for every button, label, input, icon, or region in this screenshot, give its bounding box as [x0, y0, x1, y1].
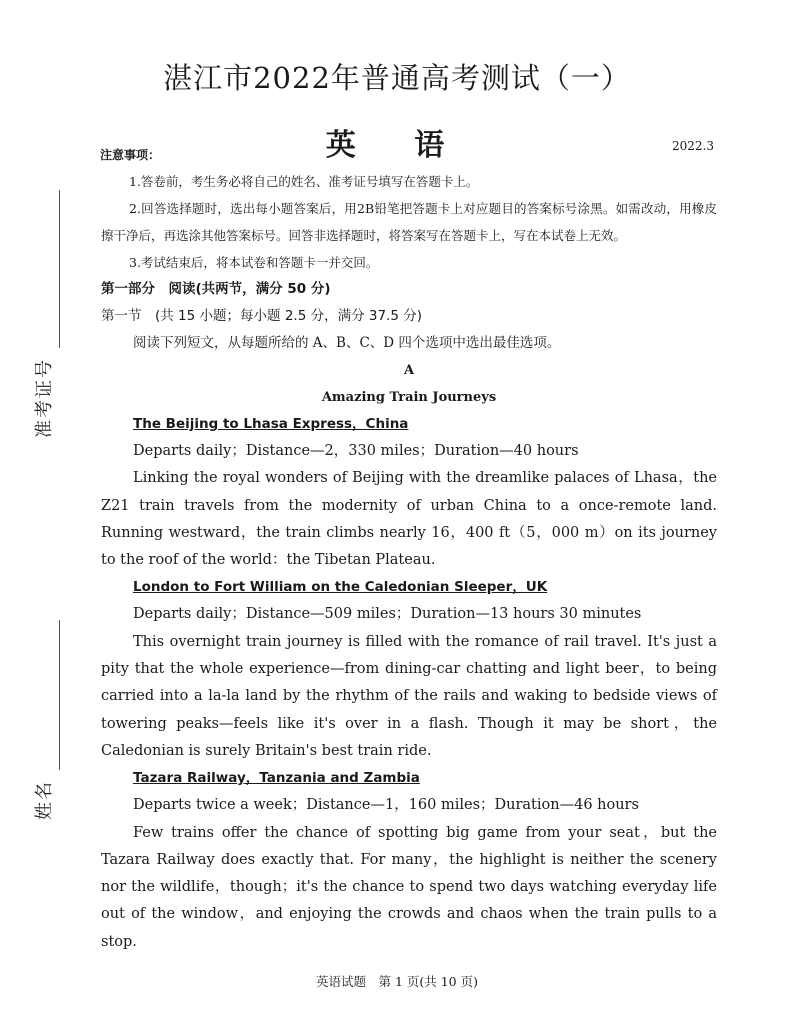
entry-text: Few trains offer the chance of spotting big game from your seat，but the Tazara Railway does exactly that. For many，the highlight is neither the scenery nor the wildlife，though；it's the chance to spend two days watching everyday life out of the window，and enjoying the crowds and chaos when the train pulls to a stop.: [101, 824, 717, 950]
passage-letter: A: [403, 363, 415, 378]
binding-line-middle: [59, 620, 60, 770]
notice-item: 1.答卷前，考生务必将自己的姓名、准考证号填写在答题卡上。: [129, 174, 479, 189]
entry-heading: The Beijing to Lhasa Express，China: [133, 416, 409, 432]
entry-info: Departs twice a week；Distance—1，160 miles；Duration—46 hours: [133, 797, 639, 814]
exam-date: 2022.3: [672, 139, 714, 153]
entry-text: Linking the royal wonders of Beijing with the dreamlike palaces of Lhasa，the Z21 train travels from the modernity of urban China to a once-remote land. Running westward，the train climbs nearly 16，400 ft（5，000 m）on its journey to the roof of the world：the Tibetan Plateau.: [101, 470, 717, 569]
entry-text: This overnight train journey is filled with the romance of rail travel. It's just a pity that the whole experience—from dining-car chatting and light beer，to being carried into a la-la land by the rhythm of the rails and waking to bedside views of towering peaks—feels like it's over in a flash. Though it may be short，the Caledonian is surely Britain's best train ride.: [101, 633, 717, 759]
notice-item: 2.回答选择题时，选出每小题答案后，用2B铅笔把答题卡上对应题目的答案标号涂黑。如需改动，用橡皮擦干净后，再选涂其他答案标号。回答非选择题时，将答案写在答题卡上，写在本试卷上无效。: [101, 201, 717, 243]
entry-info: Departs daily；Distance—509 miles；Duration—13 hours 30 minutes: [133, 606, 642, 623]
exam-number-label: 准考证号: [34, 358, 55, 438]
part-heading: 第一部分 阅读(共两节，满分 50 分): [101, 281, 331, 297]
entry-info: Departs daily；Distance—2，330 miles；Duration—40 hours: [133, 443, 579, 459]
section-heading: 第一节 (共 15 小题；每小题 2.5 分，满分 37.5 分): [101, 308, 422, 324]
passage-title: Amazing Train Journeys: [321, 390, 497, 405]
notice-heading: 注意事项：: [100, 148, 161, 162]
name-label: 姓名: [34, 780, 55, 820]
exam-title: 湛江市2022年普通高考测试（一）: [163, 61, 631, 95]
notice-item: 3.考试结束后，将本试卷和答题卡一并交回。: [129, 255, 379, 270]
binding-line-top: [59, 190, 60, 348]
entry-heading: London to Fort William on the Caledonian Sleeper，UK: [133, 579, 548, 596]
subject-title: 英 语: [325, 128, 469, 163]
page-content: [101, 168, 717, 956]
entry-heading: Tazara Railway，Tanzania and Zambia: [133, 770, 420, 787]
section-instruction: 阅读下列短文，从每题所给的 A、B、C、D 四个选项中选出最佳选项。: [133, 335, 561, 351]
page-footer: 英语试题 第 1 页(共 10 页): [315, 974, 478, 989]
